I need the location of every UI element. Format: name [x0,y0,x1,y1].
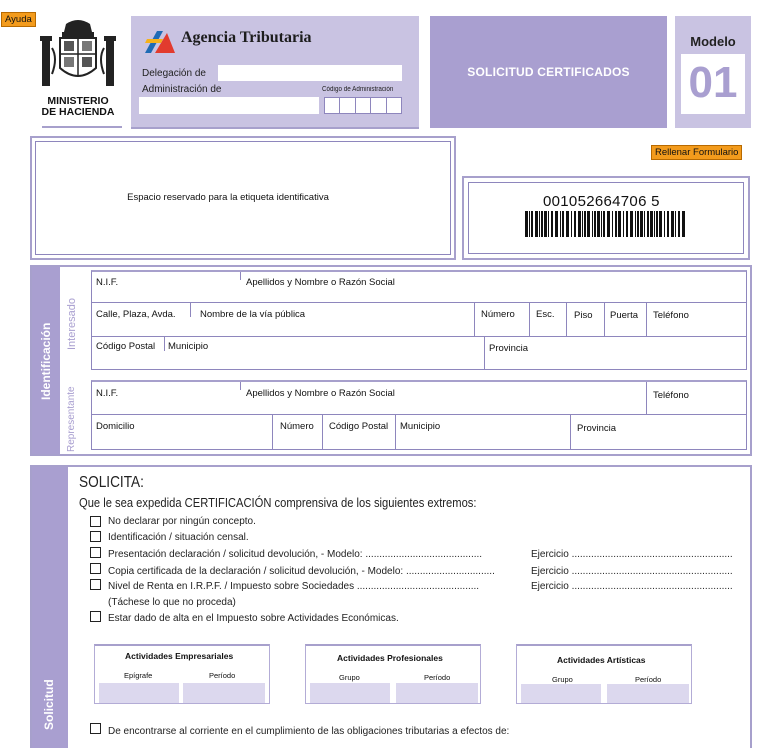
rep-address-field[interactable]: Domicilio [96,421,135,432]
coat-of-arms-logo [38,18,118,96]
option-label: Estar dado de alta en el Impuesto sobre Actividades Económicas. [108,613,399,624]
street-name-field[interactable]: Nombre de la vía pública [200,309,306,320]
province-field[interactable]: Provincia [489,343,529,354]
option-checkbox[interactable] [90,611,101,622]
delegation-field[interactable] [218,65,402,81]
interesado-label: Interesado [66,298,78,350]
option-label: No declarar por ningún concepto. [108,516,256,527]
rep-municipality-field[interactable]: Municipio [400,421,441,432]
option-label: Presentación declaración / solicitud devolución, - Modelo: .......................................... [108,549,483,560]
administration-label: Administración de [142,84,222,95]
rep-province-field[interactable]: Provincia [577,423,617,434]
activities-artistic-title: Actividades Artísticas [557,655,646,665]
door-field[interactable]: Puerta [610,310,638,321]
street-type-field[interactable]: Calle, Plaza, Avda. [96,309,176,320]
ministry-line1: MINISTERIO [47,95,109,107]
interesado-name-field[interactable]: Apellidos y Nombre o Razón Social [246,277,395,288]
professional-group-field[interactable] [310,683,390,703]
activities-col2: Período [635,675,662,684]
activities-col2: Período [424,673,451,682]
activities-artistic-box [516,644,692,704]
model-panel [675,16,751,128]
barcode-icon [525,211,685,237]
municipality-field[interactable]: Municipio [168,341,209,352]
barcode-number: 001052664706 5 [543,193,660,210]
option-checkbox[interactable] [90,531,101,542]
floor-field[interactable]: Piso [574,310,593,321]
tax-compliance-checkbox[interactable] [90,723,101,734]
tax-compliance-label: De encontrarse al corriente en el cumplimiento de las obligaciones tributarias a efectos de: [108,726,510,737]
ministry-line2: DE HACIENDA [41,106,115,118]
admin-code-label: Código de Administración [322,86,394,93]
activities-col1: Grupo [339,673,360,682]
business-period-field[interactable] [183,683,265,703]
stair-field[interactable]: Esc. [536,309,555,320]
request-subtitle: Que le sea expedida CERTIFICACIÓN comprensiva de los siguientes extremos: [79,495,477,510]
help-button[interactable]: Ayuda [1,12,36,27]
number-field[interactable]: Número [481,309,515,320]
model-number: 01 [681,54,745,114]
admin-code-field[interactable] [324,97,402,114]
rep-nif-field[interactable]: N.I.F. [96,388,119,399]
rep-phone-field[interactable]: Teléfono [653,390,689,401]
representante-label: Representante [66,386,77,452]
business-epigrafe-field[interactable] [99,683,179,703]
rep-number-field[interactable]: Número [280,421,314,432]
option-checkbox[interactable] [90,516,101,527]
administration-field[interactable] [139,97,319,114]
professional-period-field[interactable] [396,683,478,703]
request-label: Solicitud [42,679,56,730]
request-title: SOLICITA: [79,474,144,491]
rep-name-field[interactable]: Apellidos y Nombre o Razón Social [246,388,395,399]
option-label: Copia certificada de la declaración / solicitud devolución, - Modelo: ................................ [108,566,495,577]
interesado-table [91,270,747,370]
artistic-group-field[interactable] [521,684,601,703]
option-label: Nivel de Renta en I.R.P.F. / Impuesto sobre Sociedades ............................................ [108,581,480,592]
form-title: SOLICITUD CERTIFICADOS [467,65,630,79]
activities-professional-title: Actividades Profesionales [337,653,443,663]
activities-col1: Grupo [552,675,573,684]
activities-professional-box [305,644,481,704]
reserved-text: Espacio reservado para la etiqueta identificativa [127,192,329,203]
fill-form-button[interactable]: Rellenar Formulario [651,145,742,160]
barcode-area [468,182,744,254]
exercise-label: Ejercicio .......................................................... [531,549,733,560]
activities-col2: Período [209,671,236,680]
delegation-label: Delegación de [142,68,206,79]
option-label: Identificación / situación censal. [108,532,249,543]
agency-title: Agencia Tributaria [181,29,312,46]
option-checkbox[interactable] [90,563,101,574]
activities-business-box [94,644,270,704]
activities-col1: Epígrafe [124,671,153,680]
interesado-nif-field[interactable]: N.I.F. [96,277,119,288]
activities-business-title: Actividades Empresariales [125,651,234,661]
rep-postal-code-field[interactable]: Código Postal [329,421,389,432]
agency-logo-icon [143,27,177,55]
option-checkbox[interactable] [90,579,101,590]
form-title-panel [430,16,667,128]
model-label: Modelo [690,34,736,49]
postal-code-field[interactable]: Código Postal [96,341,156,352]
phone-field[interactable]: Teléfono [653,310,689,321]
option-checkbox[interactable] [90,547,101,558]
exercise-label: Ejercicio .......................................................... [531,566,733,577]
exercise-label: Ejercicio .......................................................... [531,581,733,592]
representante-table [91,380,747,450]
label-area [35,141,451,255]
identification-label: Identificación [39,322,53,400]
note-text: (Táchese lo que no proceda) [108,597,236,608]
artistic-period-field[interactable] [607,684,689,703]
